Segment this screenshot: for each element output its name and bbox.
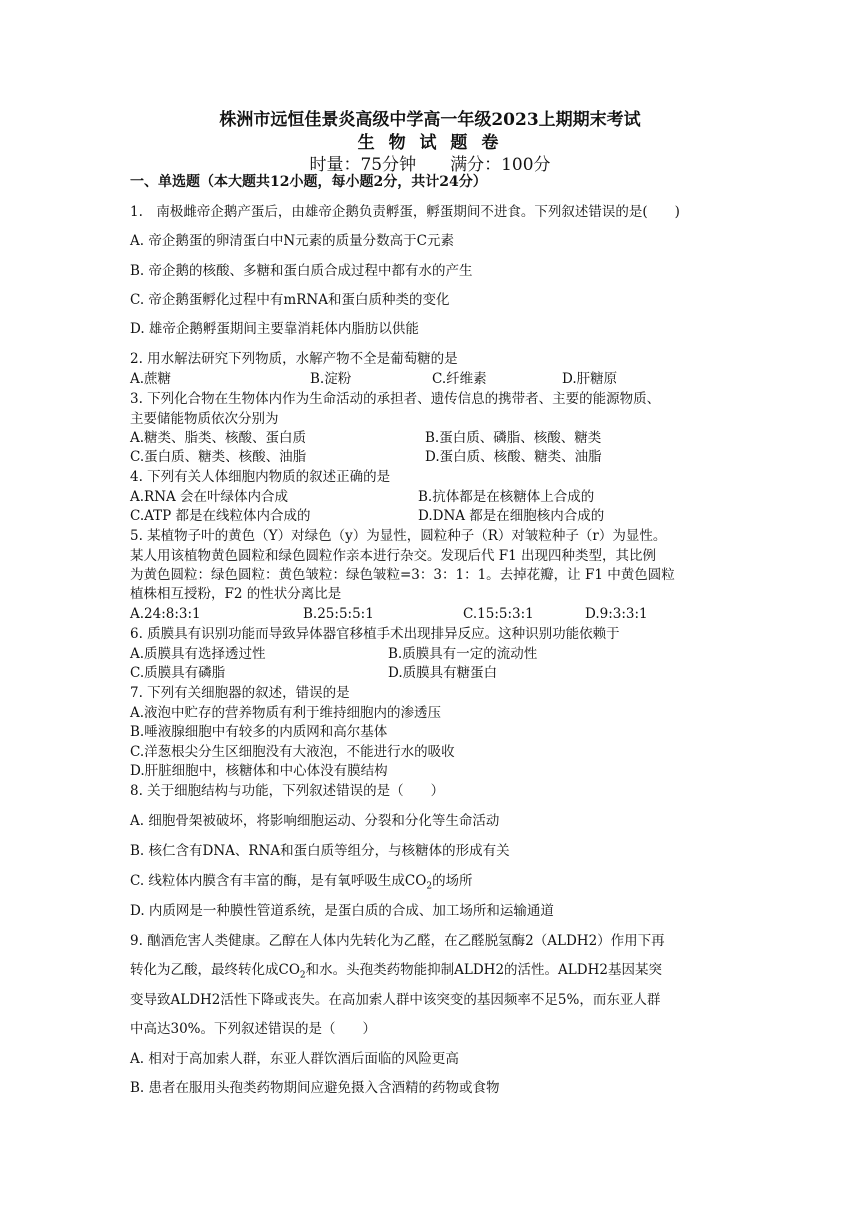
question-6-option-d: D.质膜具有糖蛋白 — [388, 665, 498, 681]
exam-subtitle: 生 物 试 题 卷 — [357, 133, 503, 153]
question-8-option-c-sub: 2 — [426, 881, 433, 892]
question-5-option-d: D.9:3:3:1 — [585, 606, 648, 622]
question-4-option-c: C.ATP 都是在线粒体内合成的 — [130, 508, 311, 524]
question-5-stem-cont-1: 某人用该植物黄色圆粒和绿色圆粒作亲本进行杂交。发现后代 F1 出现四种类型，其比例 — [130, 548, 657, 564]
question-6-option-b: B.质膜具有一定的流动性 — [388, 646, 538, 662]
question-3-stem-cont: 主要储能物质依次分别为 — [130, 411, 279, 427]
question-9-stem-text: 转化为乙酸，最终转化成CO — [130, 962, 300, 978]
time-score-line: 时量：75分钟 满分：100分 — [309, 155, 551, 175]
question-2-option-d: D.肝糖原 — [562, 371, 618, 387]
question-3-option-a: A.糖类、脂类、核酸、蛋白质 — [130, 430, 307, 446]
question-5-stem: 5. 某植物子叶的黄色（Y）对绿色（y）为显性，圆粒种子（R）对皱粒种子（r）为显性。 — [130, 528, 667, 544]
question-2-option-c: C.纤维素 — [432, 371, 487, 387]
question-9-stem-sub: 2 — [299, 970, 306, 981]
question-5-stem-cont-3: 植株相互授粉，F2 的性状分离比是 — [130, 586, 342, 602]
question-4-option-b: B.抗体都是在核糖体上合成的 — [418, 489, 595, 505]
question-9-stem-cont-2: 变导致ALDH2活性下降或丧失。在高加索人群中该突变的基因频率不足5%，而东亚人群 — [130, 992, 661, 1008]
question-7-option-b: B.唾液腺细胞中有较多的内质网和高尔基体 — [130, 724, 388, 740]
question-9-option-a: A. 相对于高加索人群，东亚人群饮酒后面临的风险更高 — [130, 1051, 459, 1067]
question-1-option-c: C. 帝企鹅蛋孵化过程中有mRNA和蛋白质种类的变化 — [130, 292, 450, 308]
question-6-option-c: C.质膜具有磷脂 — [130, 665, 226, 681]
question-8-option-c-text: C. 线粒体内膜含有丰富的酶，是有氧呼吸生成CO — [130, 873, 427, 889]
question-7-option-a: A.液泡中贮存的营养物质有利于维持细胞内的渗透压 — [130, 705, 442, 721]
question-9-stem-text-end: 和水。头孢类药物能抑制ALDH2的活性。ALDH2基因某突 — [305, 962, 662, 978]
question-5-option-c: C.15:5:3:1 — [463, 606, 534, 622]
question-3-option-c: C.蛋白质、糖类、核酸、油脂 — [130, 449, 307, 465]
question-8-option-d: D. 内质网是一种膜性管道系统，是蛋白质的合成、加工场所和运输通道 — [130, 903, 554, 919]
question-2-option-b: B.淀粉 — [310, 371, 352, 387]
question-9-stem-cont-1 — [130, 961, 662, 985]
question-2-option-a: A.蔗糖 — [130, 371, 172, 387]
question-8-option-a: A. 细胞骨架被破坏，将影响细胞运动、分裂和分化等生命活动 — [130, 813, 500, 829]
question-5-stem-cont-2: 为黄色圆粒：绿色圆粒：黄色皱粒：绿色皱粒=3：3：1：1。去掉花瓣，让 F1 中黄色圆粒 — [130, 567, 675, 583]
question-9-stem-cont-3: 中高达30%。下列叙述错误的是（ ） — [130, 1021, 377, 1037]
question-4-option-d: D.DNA 都是在细胞核内合成的 — [418, 508, 605, 524]
question-3-stem: 3. 下列化合物在生物体内作为生命活动的承担者、遗传信息的携带者、主要的能源物质、 — [130, 391, 661, 407]
question-7-stem: 7. 下列有关细胞器的叙述，错误的是 — [130, 685, 350, 701]
question-1-option-a: A. 帝企鹅蛋的卵清蛋白中N元素的质量分数高于C元素 — [130, 233, 454, 249]
question-8-option-c — [130, 872, 473, 896]
question-2-stem: 2. 用水解法研究下列物质，水解产物不全是葡萄糖的是 — [130, 351, 458, 367]
question-8-stem: 8. 关于细胞结构与功能，下列叙述错误的是（ ） — [130, 783, 445, 799]
question-5-option-b: B.25:5:5:1 — [303, 606, 374, 622]
question-6-option-a: A.质膜具有选择透过性 — [130, 646, 266, 662]
question-6-stem: 6. 质膜具有识别功能而导致异体器官移植手术出现排异反应。这种识别功能依赖于 — [130, 626, 620, 642]
question-9-option-b: B. 患者在服用头孢类药物期间应避免摄入含酒精的药物或食物 — [130, 1080, 500, 1096]
question-1-stem: 1. 南极雌帝企鹅产蛋后，由雄帝企鹅负责孵蛋，孵蛋期间不进食。下列叙述错误的是( ) — [130, 204, 680, 220]
section-heading: 一、单选题（本大题共12小题，每小题2分，共计24分） — [130, 174, 487, 190]
question-7-option-c: C.洋葱根尖分生区细胞没有大液泡，不能进行水的吸收 — [130, 744, 455, 760]
question-4-option-a: A.RNA 会在叶绿体内合成 — [130, 489, 289, 505]
question-9-stem: 9. 酗酒危害人类健康。乙醇在人体内先转化为乙醛，在乙醛脱氢酶2（ALDH2）作用下再 — [130, 933, 665, 949]
question-4-stem: 4. 下列有关人体细胞内物质的叙述正确的是 — [130, 469, 391, 485]
question-1-option-b: B. 帝企鹅的核酸、多糖和蛋白质合成过程中都有水的产生 — [130, 263, 473, 279]
question-7-option-d: D.肝脏细胞中，核糖体和中心体没有膜结构 — [130, 763, 388, 779]
question-3-option-d: D.蛋白质、核酸、糖类、油脂 — [425, 449, 602, 465]
question-8-option-c-text-end: 的场所 — [432, 873, 473, 889]
question-8-option-b: B. 核仁含有DNA、RNA和蛋白质等组分，与核糖体的形成有关 — [130, 843, 510, 859]
exam-title: 株洲市远恒佳景炎高级中学高一年级2023上期期末考试 — [219, 110, 641, 130]
question-5-option-a: A.24:8:3:1 — [130, 606, 201, 622]
question-3-option-b: B.蛋白质、磷脂、核酸、糖类 — [425, 430, 602, 446]
question-1-option-d: D. 雄帝企鹅孵蛋期间主要靠消耗体内脂肪以供能 — [130, 321, 419, 337]
